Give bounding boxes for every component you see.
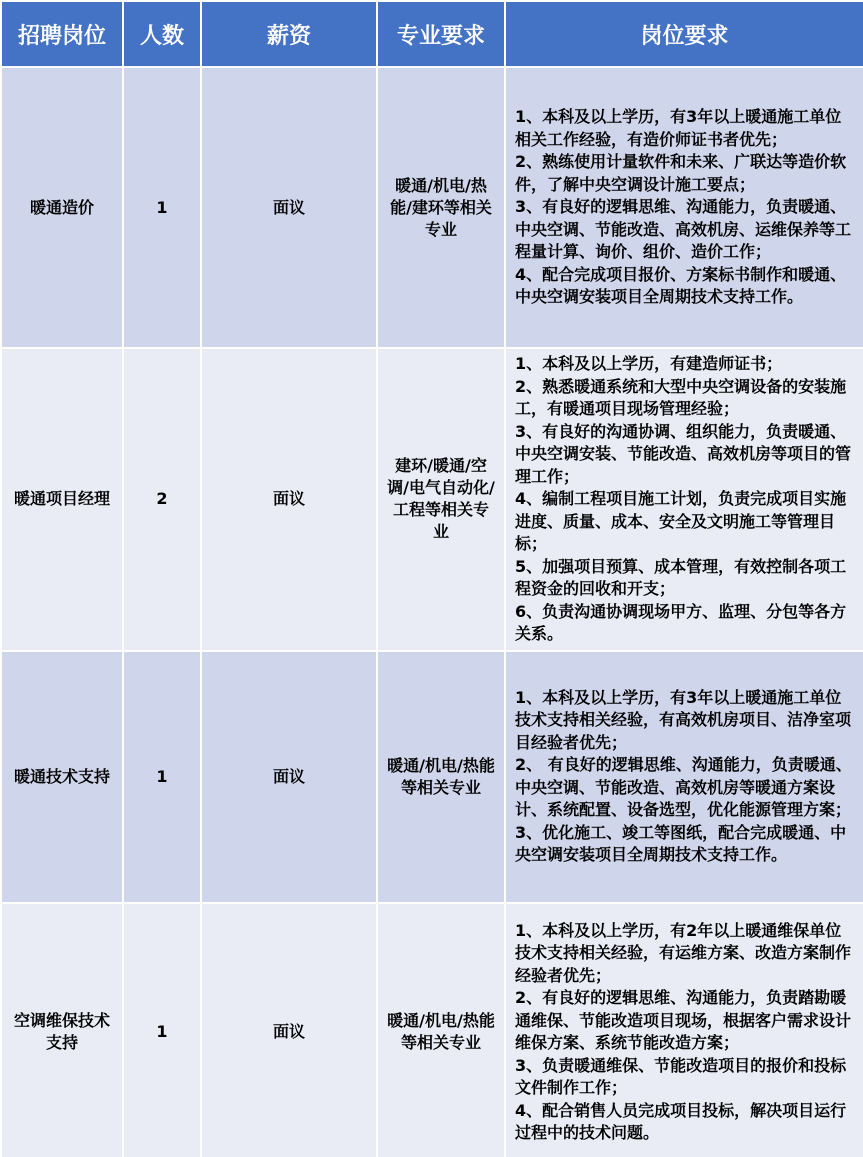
requirement-item: 2、 有良好的逻辑思维、沟通能力，负责暖通、中央空调、节能改造、高效机房等暖通方案设计、系统配置、设备选型，优化能源管理方案； — [515, 755, 852, 819]
salary-cell: 面议 — [201, 651, 377, 903]
requirement-item: 4、配合完成项目报价、方案标书制作和暖通、中央空调安装项目全周期技术支持工作。 — [515, 264, 847, 307]
requirement-item: 3、有良好的沟通协调、组织能力，负责暖通、中央空调安装、节能改造、高效机房等项目的管理工作； — [515, 421, 852, 486]
major-cell: 暖通/机电/热能等相关专业 — [377, 651, 505, 903]
header-position: 招聘岗位 — [1, 1, 123, 67]
salary-cell: 面议 — [201, 348, 377, 651]
table-row — [1, 348, 863, 651]
header-count: 人数 — [123, 1, 201, 67]
header-major: 专业要求 — [377, 1, 505, 67]
position-cell: 空调维保技术支持 — [1, 903, 123, 1157]
requirement-item: 3、负责暖通维保、节能改造项目的报价和投标文件制作工作； — [515, 1055, 847, 1097]
requirement-item: 4、编制工程项目施工计划，负责完成项目实施进度、质量、成本、安全及文明施工等管理目标； — [515, 489, 847, 553]
requirements-cell — [505, 903, 863, 1157]
major-cell: 建环/暖通/空调/电气自动化/工程等相关专业 — [377, 348, 505, 651]
position-cell: 暖通技术支持 — [1, 651, 123, 903]
requirements-cell — [505, 651, 863, 903]
table-row — [1, 903, 863, 1157]
requirement-item: 1、本科及以上学历，有建造师证书； — [515, 354, 783, 373]
requirement-item: 2、熟练使用计量软件和未来、广联达等造价软件，了解中央空调设计施工要点； — [515, 152, 847, 194]
requirement-item: 1、本科及以上学历，有3年以上暖通施工单位相关工作经验，有造价师证书者优先； — [515, 107, 842, 149]
requirement-item: 2、有良好的逻辑思维、沟通能力，负责踏勘暖通维保、节能改造项目现场，根据客户需求设计维保方案、系统节能改造方案； — [515, 988, 852, 1052]
requirement-item: 3、有良好的逻辑思维、沟通能力，负责暖通、中央空调、节能改造、高效机房、运维保养等工程量计算、询价、组价、造价工作； — [515, 197, 852, 262]
position-cell: 暖通项目经理 — [1, 348, 123, 651]
salary-cell: 面议 — [201, 903, 377, 1157]
requirements-cell — [505, 67, 863, 348]
requirement-item: 2、熟悉暖通系统和大型中央空调设备的安装施工，有暖通项目现场管理经验； — [515, 376, 847, 418]
table-row — [1, 651, 863, 903]
requirement-item: 5、加强项目预算、成本管理，有效控制各项工程资金的回收和开支； — [515, 556, 847, 598]
major-cell: 暖通/机电/热能/建环等相关专业 — [377, 67, 505, 348]
requirement-item: 1、本科及以上学历，有3年以上暖通施工单位技术支持相关经验，有高效机房项目、洁净室项目经验者优先； — [515, 687, 852, 752]
header-requirements: 岗位要求 — [505, 1, 863, 67]
requirement-item: 1、本科及以上学历，有2年以上暖通维保单位技术支持相关经验，有运维方案、改造方案制作经验者优先； — [515, 920, 852, 985]
count-cell: 1 — [123, 67, 201, 348]
header-salary: 薪资 — [201, 1, 377, 67]
requirement-item: 4、配合销售人员完成项目投标，解决项目运行过程中的技术问题。 — [515, 1100, 847, 1142]
requirement-item: 6、负责沟通协调现场甲方、监理、分包等各方关系。 — [515, 601, 847, 643]
header-row — [1, 1, 863, 67]
count-cell: 2 — [123, 348, 201, 651]
position-cell: 暖通造价 — [1, 67, 123, 348]
count-cell: 1 — [123, 651, 201, 903]
major-cell: 暖通/机电/热能等相关专业 — [377, 903, 505, 1157]
salary-cell: 面议 — [201, 67, 377, 348]
requirements-cell — [505, 348, 863, 651]
table-row — [1, 67, 863, 348]
count-cell: 1 — [123, 903, 201, 1157]
requirement-item: 3、优化施工、竣工等图纸，配合完成暖通、中央空调安装项目全周期技术支持工作。 — [515, 822, 847, 864]
